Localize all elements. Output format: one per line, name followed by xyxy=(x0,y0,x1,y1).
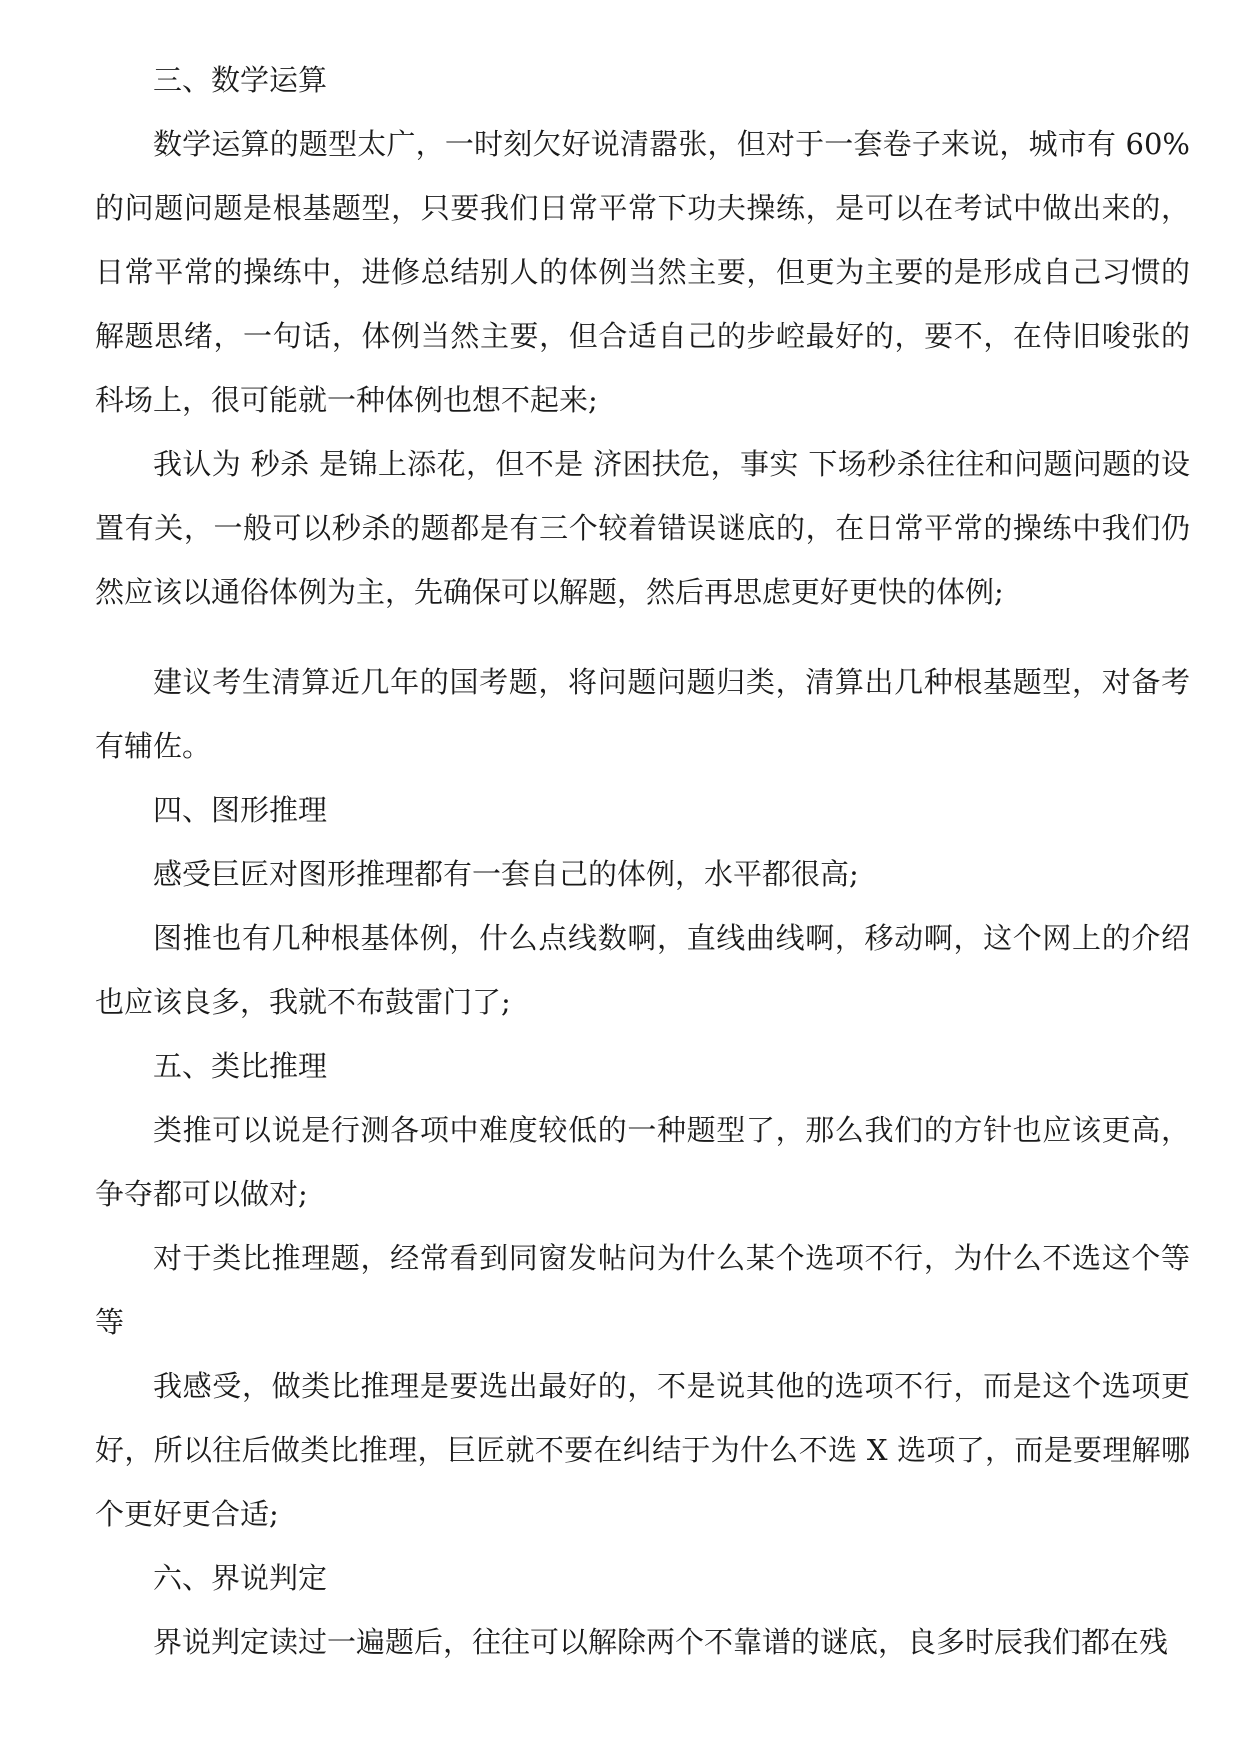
section-heading-figure-reasoning: 四、图形推理 xyxy=(153,793,328,827)
paragraph: 对于类比推理题，经常看到同窗发帖问为什么某个选项不行，为什么不选这个等等 xyxy=(95,1241,1190,1339)
paragraph: 界说判定读过一遍题后，往往可以解除两个不靠谱的谜底，良多时辰我们都在残 xyxy=(153,1625,1169,1659)
paragraph: 感受巨匠对图形推理都有一套自己的体例，水平都很高; xyxy=(153,857,859,891)
paragraph: 数学运算的题型太广，一时刻欠好说清嚣张，但对于一套卷子来说，城市有 60%的问题问题是根基题型，只要我们日常平常下功夫操练，是可以在考试中做出来的，日常平常的操练中，进修总结别人的体例当然主要，但更为主要的是形成自己习惯的解题思绪，一句话，体例当然主要，但合适自己的步崆最好的，要不，在侍旧唆张的科场上，很可能就一种体例也想不起来; xyxy=(95,127,1190,417)
document-body xyxy=(95,48,1190,1674)
section-heading-definition-judgment: 六、界说判定 xyxy=(153,1561,328,1595)
section-heading-math: 三、数学运算 xyxy=(153,63,328,97)
paragraph: 类推可以说是行测各项中难度较低的一种题型了，那么我们的方针也应该更高，争夺都可以做对; xyxy=(95,1113,1190,1211)
paragraph: 图推也有几种根基体例，什么点线数啊，直线曲线啊，移动啊，这个网上的介绍也应该良多，我就不布鼓雷门了; xyxy=(95,921,1190,1019)
section-heading-analogy-reasoning: 五、类比推理 xyxy=(153,1049,328,1083)
paragraph: 我感受，做类比推理是要选出最好的，不是说其他的选项不行，而是这个选项更好，所以往后做类比推理，巨匠就不要在纠结于为什么不选 X 选项了，而是要理解哪个更好更合适; xyxy=(95,1369,1190,1531)
paragraph: 我认为 秒杀 是锦上添花，但不是 济困扶危，事实 下场秒杀往往和问题问题的设置有关，一般可以秒杀的题都是有三个较着错误谜底的，在日常平常的操练中我们仍然应该以通俗体例为主，先确保可以解题，然后再思虑更好更快的体例; xyxy=(95,447,1190,609)
paragraph: 建议考生清算近几年的国考题，将问题问题归类，清算出几种根基题型，对备考有辅佐。 xyxy=(95,665,1190,763)
